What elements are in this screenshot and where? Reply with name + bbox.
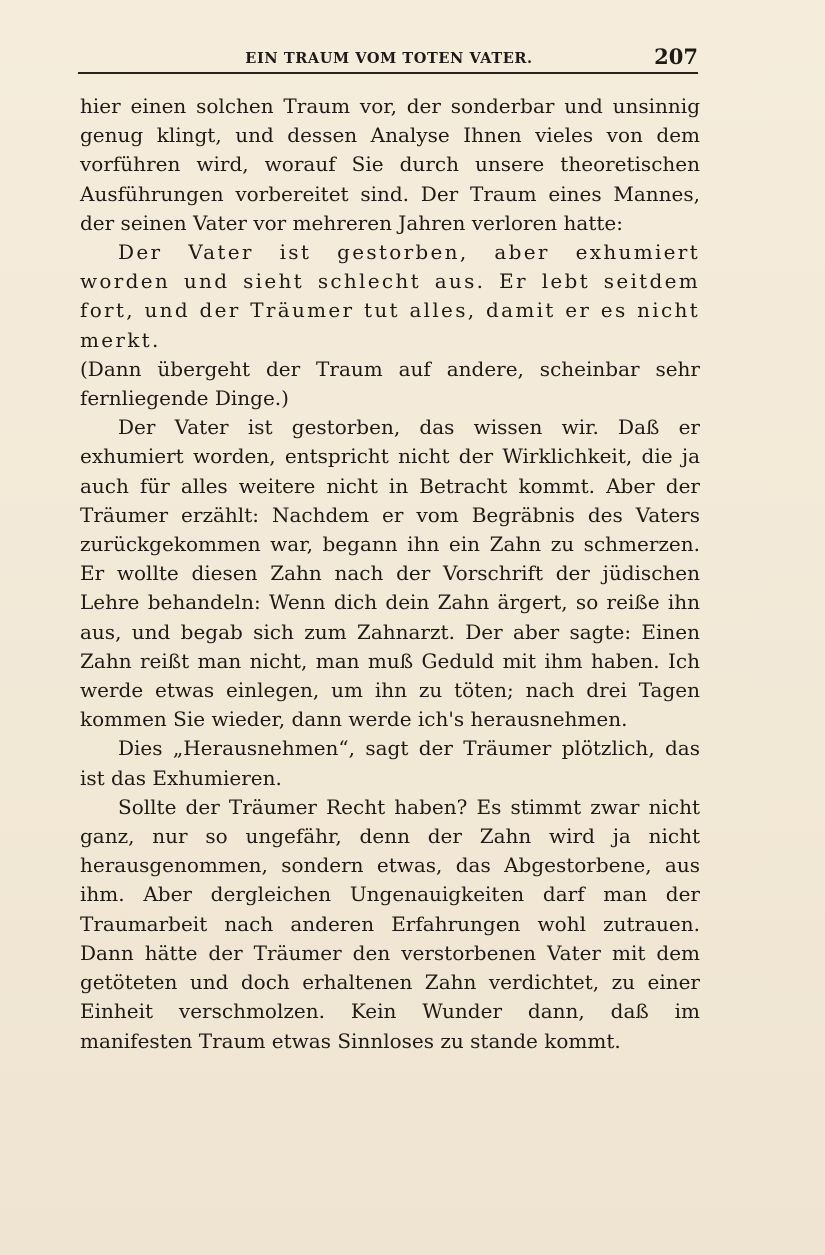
running-title: EIN TRAUM VOM TOTEN VATER. (245, 50, 533, 67)
body-text (80, 92, 700, 1056)
paragraph-intro: hier einen solchen Traum vor, der sonderbar und unsinnig genug klingt, und dessen Analyse Ihnen vieles von dem vorführen wird, worauf Sie durch unsere theoretischen Ausführungen vorbereitet sind. Der Traum eines Mannes, der seinen Vater vor mehreren Jahren verloren hatte: (80, 94, 700, 235)
running-head (78, 44, 700, 72)
paragraph-dream-text: Der Vater ist gestorben, aber exhumiert worden und sieht schlecht aus. Er lebt seitdem fort, und der Träumer tut alles, damit er es nicht merkt. (80, 240, 700, 352)
paragraph-exhumation: Dies „Herausnehmen“, sagt der Träumer plötzlich, das ist das Exhumieren. (80, 736, 700, 790)
paragraph-condensation: Sollte der Träumer Recht haben? Es stimmt zwar nicht ganz, nur so ungefähr, denn der Zahn wird ja nicht herausgenommen, sondern etwas, das Abgestorbene, aus ihm. Aber dergleichen Ungenauigkeiten darf man der Traumarbeit nach anderen Erfahrungen wohl zutrauen. Dann hätte der Träumer den verstorbenen Vater mit dem getöteten und doch erhaltenen Zahn verdichtet, zu einer Einheit verschmolzen. Kein Wunder dann, daß im manifesten Traum etwas Sinnloses zu stande kommt. (80, 794, 700, 1053)
paragraph-dream-note: (Dann übergeht der Traum auf andere, scheinbar sehr fernliegende Dinge.) (80, 356, 700, 411)
header-rule (78, 72, 698, 74)
page-number: 207 (654, 44, 698, 69)
paragraph-analysis: Der Vater ist gestorben, das wissen wir. Daß er exhumiert worden, entspricht nicht der Wirklichkeit, die ja auch für alles weitere nicht in Betracht kommt. Aber der Träumer erzählt: Nachdem er vom Begräbnis des Vaters zurückgekommen war, begann ihn ein Zahn zu schmerzen. Er wollte diesen Zahn nach der Vorschrift der jüdischen Lehre behandeln: Wenn dich dein Zahn ärgert, so reiße ihn aus, und begab sich zum Zahnarzt. Der aber sagte: Einen Zahn reißt man nicht, man muß Geduld mit ihm haben. Ich werde etwas einlegen, um ihn zu töten; nach drei Tagen kommen Sie wieder, dann werde ich's herausnehmen. (80, 415, 700, 732)
